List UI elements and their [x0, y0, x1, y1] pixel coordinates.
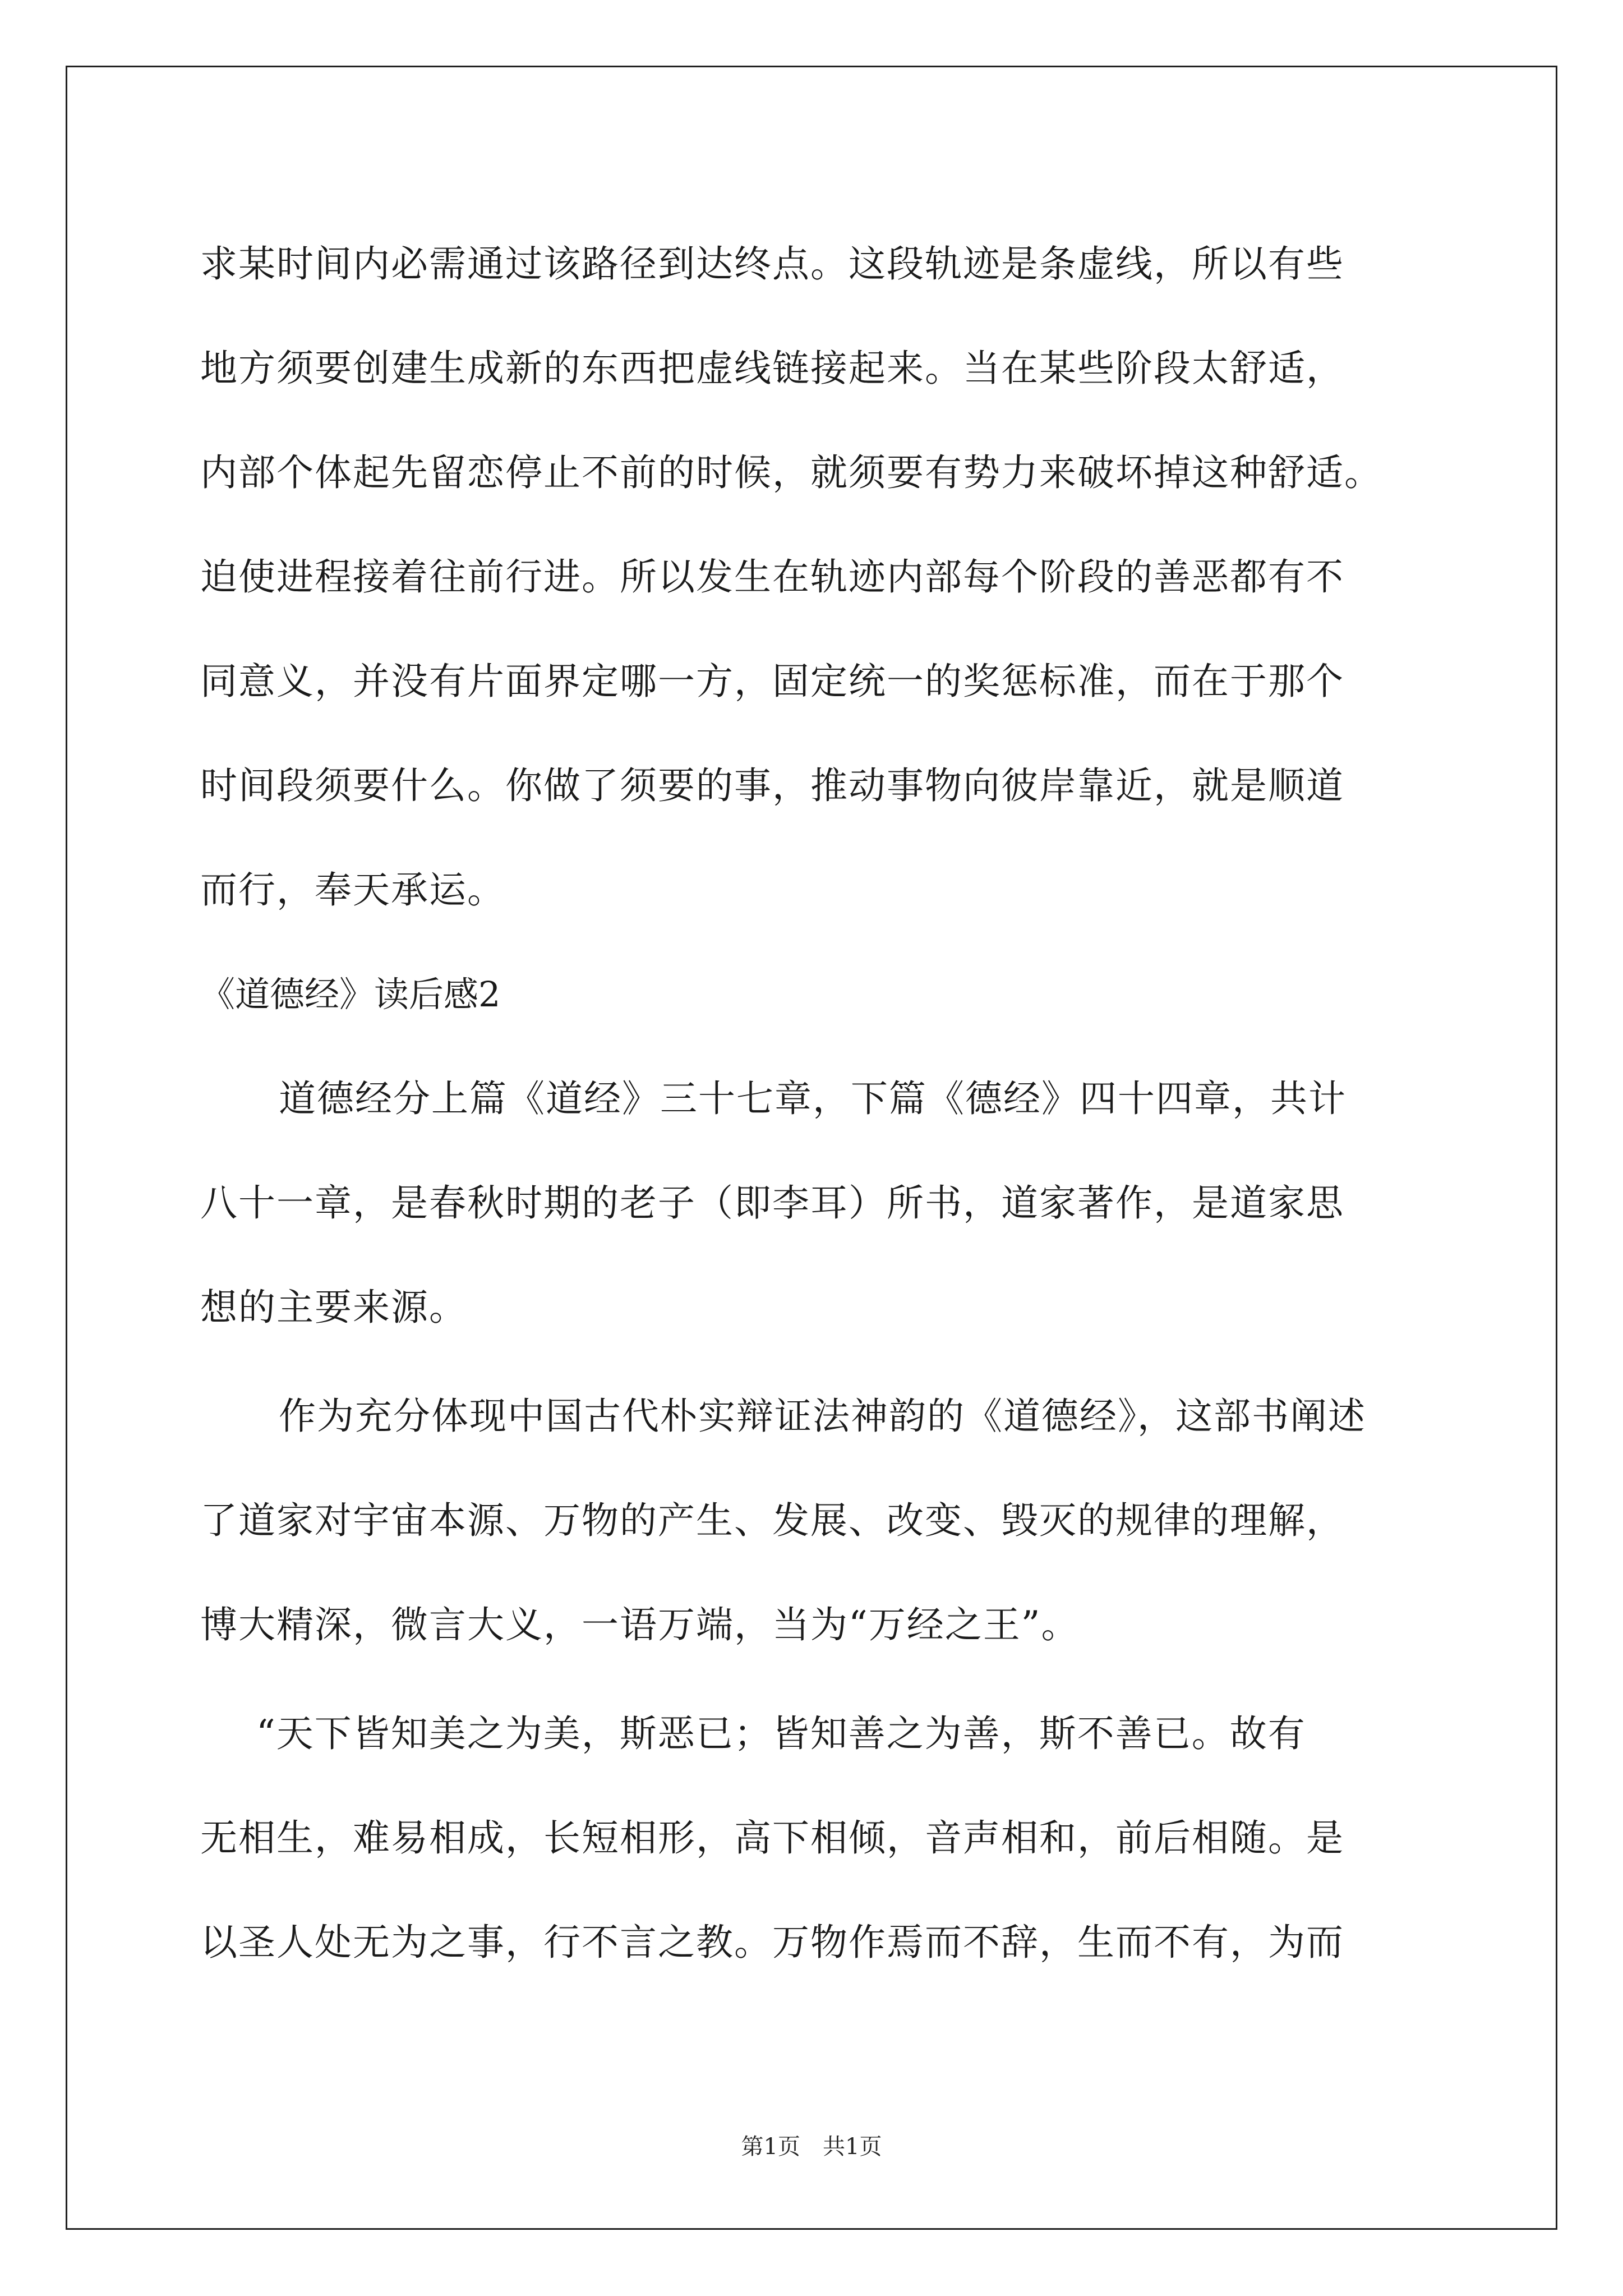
text-line: 作为充分体现中国古代朴实辩证法神韵的《道德经》，这部书阐述	[279, 1395, 1366, 1438]
text-line: 想的主要来源。	[200, 1286, 467, 1329]
paragraph-2	[200, 1364, 1434, 1677]
text-line: 无相生，难易相成，长短相形，高下相倾，音声相和，前后相随。是	[200, 1816, 1344, 1860]
text-line: 同意义，并没有片面界定哪一方，固定统一的奖惩标准，而在于那个	[200, 660, 1344, 703]
text-line: 博大精深，微言大义，一语万端，当为“万经之王”。	[200, 1603, 1080, 1646]
text-line: 时间段须要什么。你做了须要的事，推动事物向彼岸靠近，就是顺道	[200, 764, 1344, 807]
continuation-paragraph	[200, 212, 1434, 942]
text-line: 地方须要创建生成新的东西把虚线链接起来。当在某些阶段太舒适，	[200, 347, 1344, 390]
text-line: 以圣人处无为之事，行不言之教。万物作焉而不辞，生而不有，为而	[200, 1921, 1344, 1964]
text-line: 了道家对宇宙本源、万物的产生、发展、改变、毁灭的规律的理解，	[200, 1499, 1344, 1542]
document-body	[200, 212, 1434, 1995]
page-number-footer: 第1页 共1页	[741, 2134, 882, 2160]
text-line: “天下皆知美之为美，斯恶已；皆知善之为善，斯不善已。故有	[256, 1712, 1306, 1755]
paragraph-3	[200, 1682, 1434, 1995]
text-line: 内部个体起先留恋停止不前的时候，就须要有势力来破坏掉这种舒适。	[200, 451, 1382, 494]
text-line: 而行，奉天承运。	[200, 868, 505, 912]
text-line: 道德经分上篇《道经》三十七章，下篇《德经》四十四章，共计	[279, 1077, 1347, 1120]
text-line: 八十一章，是春秋时期的老子（即李耳）所书，道家著作，是道家思	[200, 1181, 1344, 1225]
paragraph-1	[200, 1047, 1434, 1360]
section-heading: 《道德经》读后感2	[200, 974, 501, 1015]
text-line: 求某时间内必需通过该路径到达终点。这段轨迹是条虚线，所以有些	[200, 242, 1344, 286]
text-line: 迫使进程接着往前行进。所以发生在轨迹内部每个阶段的善恶都有不	[200, 555, 1344, 599]
